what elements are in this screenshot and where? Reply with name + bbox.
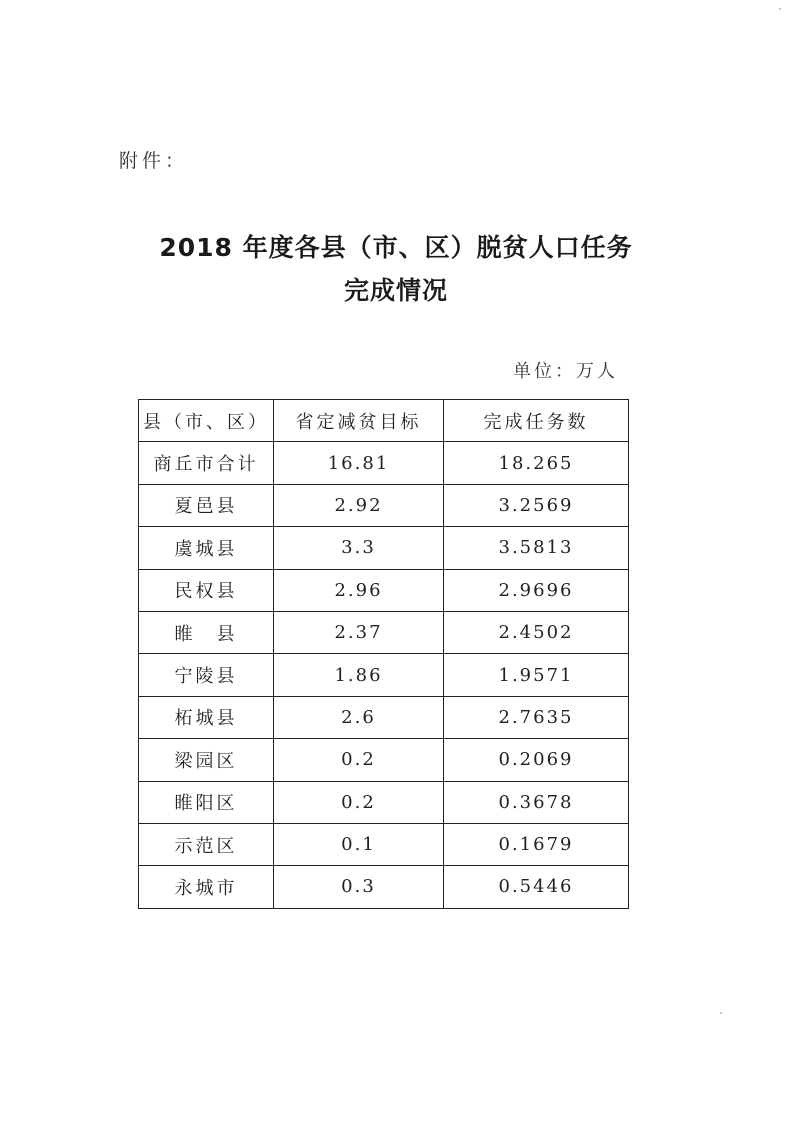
county-cell: 柘城县 xyxy=(139,696,274,738)
target-cell: 0.2 xyxy=(274,781,444,823)
county-cell: 宁陵县 xyxy=(139,654,274,696)
county-cell: 商丘市合计 xyxy=(139,442,274,484)
scan-speck xyxy=(779,8,781,10)
table-header-row xyxy=(139,400,629,442)
completed-cell: 0.1679 xyxy=(444,823,629,865)
table-row xyxy=(139,569,629,611)
scan-speck xyxy=(720,1012,722,1014)
completed-cell: 3.5813 xyxy=(444,527,629,569)
table-row xyxy=(139,823,629,865)
document-title-line1: 2018 年度各县（市、区）脱贫人口任务 xyxy=(159,233,633,262)
table-row xyxy=(139,696,629,738)
document-title-line2: 完成情况 xyxy=(343,276,448,305)
table-row xyxy=(139,866,629,908)
header-completed: 完成任务数 xyxy=(444,400,629,442)
county-cell: 夏邑县 xyxy=(139,484,274,526)
unit-label: 单位：万人 xyxy=(513,361,618,382)
completed-cell: 2.9696 xyxy=(444,569,629,611)
table-row xyxy=(139,739,629,781)
completed-cell: 0.5446 xyxy=(444,866,629,908)
attachment-label: 附件： xyxy=(119,150,189,172)
county-cell: 睢阳区 xyxy=(139,781,274,823)
completed-cell: 0.2069 xyxy=(444,739,629,781)
completed-cell: 3.2569 xyxy=(444,484,629,526)
county-cell: 示范区 xyxy=(139,823,274,865)
target-cell: 3.3 xyxy=(274,527,444,569)
header-county: 县（市、区） xyxy=(139,400,274,442)
completed-cell: 18.265 xyxy=(444,442,629,484)
county-cell: 梁园区 xyxy=(139,739,274,781)
table-row xyxy=(139,527,629,569)
poverty-task-table xyxy=(138,399,629,909)
target-cell: 16.81 xyxy=(274,442,444,484)
table-row xyxy=(139,654,629,696)
target-cell: 2.37 xyxy=(274,611,444,653)
county-cell: 虞城县 xyxy=(139,527,274,569)
target-cell: 0.3 xyxy=(274,866,444,908)
target-cell: 0.2 xyxy=(274,739,444,781)
header-target: 省定减贫目标 xyxy=(274,400,444,442)
county-cell: 民权县 xyxy=(139,569,274,611)
target-cell: 1.86 xyxy=(274,654,444,696)
county-cell: 睢 县 xyxy=(139,611,274,653)
completed-cell: 2.4502 xyxy=(444,611,629,653)
completed-cell: 1.9571 xyxy=(444,654,629,696)
completed-cell: 0.3678 xyxy=(444,781,629,823)
target-cell: 2.96 xyxy=(274,569,444,611)
county-cell: 永城市 xyxy=(139,866,274,908)
table-row xyxy=(139,611,629,653)
table-row xyxy=(139,781,629,823)
table-row xyxy=(139,484,629,526)
table-row xyxy=(139,442,629,484)
target-cell: 2.92 xyxy=(274,484,444,526)
target-cell: 0.1 xyxy=(274,823,444,865)
target-cell: 2.6 xyxy=(274,696,444,738)
completed-cell: 2.7635 xyxy=(444,696,629,738)
